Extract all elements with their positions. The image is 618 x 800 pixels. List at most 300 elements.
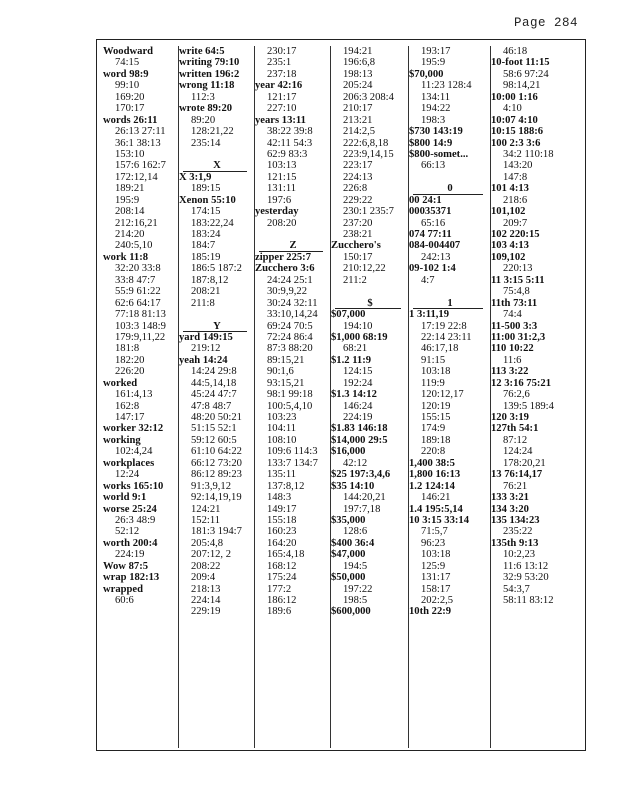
word-index-table <box>96 39 586 751</box>
index-entry-reference: 189:6 <box>267 606 292 618</box>
index-entry-reference: 195:9 <box>115 194 140 206</box>
index-entry-reference: 44:5,14,18 <box>191 377 237 389</box>
index-entry-reference: 214:2,5 <box>343 126 376 138</box>
index-entry-reference: 227:10 <box>267 103 297 115</box>
index-entry-term: 113 3:22 <box>491 366 529 378</box>
index-entry-reference: 208:14 <box>115 206 145 218</box>
index-entry-reference: 60:6 <box>115 595 134 606</box>
index-entry-reference: 230:1 235:7 <box>343 206 394 218</box>
index-entry-reference: 119:9 <box>421 377 445 389</box>
index-entry-term: working <box>103 434 141 446</box>
index-entry-term: $1.2 11:9 <box>331 354 372 366</box>
index-entry-reference: 152:11 <box>191 514 221 526</box>
index-entry-reference: 143:20 <box>503 160 533 172</box>
index-entry-reference: 11:6 <box>503 354 522 366</box>
index-entry-reference: 155:18 <box>267 514 297 526</box>
index-entry-term: $25 197:3,4,6 <box>331 469 391 481</box>
index-entry-term: words 26:11 <box>103 114 158 126</box>
index-entry-reference: 242:13 <box>421 251 451 263</box>
index-entry-reference: 184:7 <box>191 240 216 252</box>
index-entry-term: $400 36:4 <box>331 537 375 549</box>
index-entry-reference: 125:9 <box>421 560 446 572</box>
index-entry-term: written 196:2 <box>179 68 240 80</box>
index-entry-reference: 208:20 <box>267 217 297 229</box>
index-entry-reference: 124:21 <box>191 503 221 515</box>
index-entry-reference: 197:6 <box>267 194 292 206</box>
index-entry-reference: 235:1 <box>267 57 292 69</box>
index-entry-term: $14,000 29:5 <box>331 434 388 446</box>
index-column-6 <box>491 46 585 748</box>
index-entry-term: 10 3:15 33:14 <box>409 514 470 526</box>
index-entry-term: yesterday <box>255 206 299 218</box>
index-entry-reference: 108:10 <box>267 434 297 446</box>
index-entry-reference: 237:20 <box>343 217 373 229</box>
index-entry-term: 11-500 3:3 <box>491 320 538 332</box>
index-entry-term: 1 3:11,19 <box>409 309 450 321</box>
index-entry-term: world 9:1 <box>103 492 147 504</box>
index-entry-term: 10th 22:9 <box>409 606 452 618</box>
index-entry-reference: 160:23 <box>267 526 297 538</box>
index-entry-reference: 65:16 <box>421 217 446 229</box>
index-entry-term: years 13:11 <box>255 114 306 126</box>
index-entry-reference: 11:6 13:12 <box>503 560 549 572</box>
index-entry-reference: 42:11 54:3 <box>267 137 313 149</box>
index-entry-reference: 124:15 <box>343 366 373 378</box>
index-entry-reference: 209:7 <box>503 217 528 229</box>
index-entry-reference: 223:9,14,15 <box>343 148 394 160</box>
index-entry-reference: 22:14 23:11 <box>421 331 472 343</box>
index-entry-reference: 189:15 <box>191 183 221 195</box>
index-entry-reference: 175:24 <box>267 572 297 584</box>
index-entry-reference: 240:5,10 <box>115 240 153 252</box>
section-letter-header: X <box>179 160 255 171</box>
index-entry-reference: 128:6 <box>343 526 368 538</box>
index-entry-reference: 14:24 29:8 <box>191 366 237 378</box>
index-entry-reference: 72:24 86:4 <box>267 331 313 343</box>
index-entry-reference: 91:15 <box>421 354 446 366</box>
index-entry-term: 135 134:23 <box>491 514 540 526</box>
index-entry-term: $50,000 <box>331 572 366 584</box>
index-entry-reference: 224:13 <box>343 171 373 183</box>
index-entry-reference: 98:1 99:18 <box>267 389 313 401</box>
index-entry-reference: 218:6 <box>503 194 528 206</box>
index-entry-reference: 172:12,14 <box>115 171 158 183</box>
index-entry-term: 00 24:1 <box>409 194 442 206</box>
index-entry-reference: 89:15,21 <box>267 354 305 366</box>
index-entry-reference: 223:17 <box>343 160 373 172</box>
index-entry-reference: 47:8 48:7 <box>191 400 232 412</box>
index-entry-reference: 71:5,7 <box>421 526 448 538</box>
index-entry-reference: 87:12 <box>503 434 528 446</box>
index-entry-term: $730 143:19 <box>409 126 463 138</box>
index-entry-reference: 4:7 <box>421 274 435 286</box>
index-entry-term: 103 4:13 <box>491 240 529 252</box>
index-entry-term: year 42:16 <box>255 80 303 92</box>
index-entry-reference: 209:4 <box>191 572 216 584</box>
index-entry-reference: 103:3 148:9 <box>115 320 166 332</box>
index-entry-reference: 76:21 <box>503 480 528 492</box>
index-entry-term: $800-somet... <box>409 148 469 160</box>
index-entry-reference: 198:13 <box>343 68 373 80</box>
index-entry-reference: 157:6 162:7 <box>115 160 166 172</box>
index-entry-reference <box>179 309 255 320</box>
index-entry-term: 00035371 <box>409 206 452 218</box>
index-entry-reference: 103:18 <box>421 549 451 561</box>
index-entry-reference: 198:5 <box>343 595 368 606</box>
index-entry-term: workplaces <box>103 457 155 469</box>
index-entry-reference: 93:15,21 <box>267 377 305 389</box>
index-entry-term: 12 3:16 75:21 <box>491 377 552 389</box>
index-entry-reference: 181:8 <box>115 343 140 355</box>
section-letter-header: $ <box>331 298 409 309</box>
index-entry-reference: 30:24 32:11 <box>267 297 318 309</box>
index-entry-term: $07,000 <box>331 309 366 321</box>
index-entry-term: 11:00 31:2,3 <box>491 331 546 343</box>
index-column-3 <box>255 46 331 748</box>
index-entry-reference: 189:18 <box>421 434 451 446</box>
index-entry-reference: 196:6,8 <box>343 57 376 69</box>
index-entry-term: $35,000 <box>331 514 366 526</box>
index-entry-term: 10:00 1:16 <box>491 91 538 103</box>
index-entry-reference: 220:8 <box>421 446 446 458</box>
index-entry-reference: 102:4,24 <box>115 446 153 458</box>
index-column-5 <box>409 46 491 748</box>
index-entry-term: 1.2 124:14 <box>409 480 455 492</box>
index-entry-reference: 213:21 <box>343 114 373 126</box>
index-entry-term: 109,102 <box>491 251 526 263</box>
index-entry-reference: 218:13 <box>191 583 221 595</box>
index-entry-reference: 38:22 39:8 <box>267 126 313 138</box>
index-entry-reference: 112:3 <box>191 91 215 103</box>
index-entry-reference: 89:20 <box>191 114 216 126</box>
index-entry-term: word 98:9 <box>103 68 149 80</box>
index-entry-reference: 229:19 <box>191 606 221 618</box>
index-entry-reference: 134:11 <box>421 91 451 103</box>
index-entry-reference: 92:14,19,19 <box>191 492 242 504</box>
index-entry-reference: 124:24 <box>503 446 533 458</box>
section-letter-header: 0 <box>409 183 491 194</box>
index-entry-term: $600,000 <box>331 606 371 618</box>
index-entry-reference: 32:9 53:20 <box>503 572 549 584</box>
index-entry-reference: 226:20 <box>115 366 145 378</box>
index-entry-term: 101 4:13 <box>491 183 529 195</box>
index-entry-reference: 144:20,21 <box>343 492 386 504</box>
page-number: Page 284 <box>513 16 578 30</box>
index-entry-reference: 170:17 <box>115 103 145 115</box>
index-entry-reference: 51:15 52:1 <box>191 423 237 435</box>
index-entry-term: yard 149:15 <box>179 331 233 343</box>
index-entry-reference: 26:3 48:9 <box>115 514 156 526</box>
index-entry-reference: 32:20 33:8 <box>115 263 161 275</box>
index-entry-reference: 197:22 <box>343 583 373 595</box>
index-entry-reference: 224:14 <box>191 595 221 606</box>
index-entry-reference: 169:20 <box>115 91 145 103</box>
index-entry-term: 10:15 188:6 <box>491 126 544 138</box>
index-entry-term: $800 14:9 <box>409 137 453 149</box>
index-entry-reference: 192:24 <box>343 377 373 389</box>
index-entry-term: wrote 89:20 <box>179 103 233 115</box>
index-entry-reference: 98:14,21 <box>503 80 541 92</box>
index-entry-reference: 207:12, 2 <box>191 549 232 561</box>
section-letter-header: Z <box>255 240 331 251</box>
index-entry-reference: 174:9 <box>421 423 446 435</box>
index-column-4 <box>331 46 409 748</box>
index-entry-reference: 77:18 81:13 <box>115 309 166 321</box>
index-entry-term: $1.83 146:18 <box>331 423 388 435</box>
index-entry-reference: 197:7,18 <box>343 503 381 515</box>
index-entry-reference <box>409 172 491 183</box>
index-entry-reference <box>409 286 491 297</box>
index-entry-reference: 26:13 27:11 <box>115 126 166 138</box>
index-entry-reference: 11:23 128:4 <box>421 80 472 92</box>
index-entry-reference: 74:15 <box>115 57 140 69</box>
index-entry-term: 074 77:11 <box>409 229 452 240</box>
index-entry-reference: 59:12 60:5 <box>191 434 237 446</box>
index-entry-reference: 121:15 <box>267 171 297 183</box>
index-entry-reference: 220:13 <box>503 263 533 275</box>
index-entry-reference: 195:9 <box>421 57 446 69</box>
index-entry-reference: 66:12 73:20 <box>191 457 242 469</box>
index-entry-reference: 208:21 <box>191 286 221 298</box>
index-entry-reference: 104:11 <box>267 423 297 435</box>
index-entry-reference: 229:22 <box>343 194 373 206</box>
index-entry-term: Zucchero 3:6 <box>255 263 315 275</box>
index-entry-reference: 10:2,23 <box>503 549 536 561</box>
index-entry-reference: 103:13 <box>267 160 297 172</box>
section-letter-header: Y <box>179 321 255 332</box>
index-entry-reference: 128:21,22 <box>191 126 234 138</box>
index-entry-term: yeah 14:24 <box>179 354 228 366</box>
index-entry-reference: 121:17 <box>267 91 297 103</box>
index-entry-reference <box>179 149 255 160</box>
index-entry-reference: 237:18 <box>267 68 297 80</box>
index-entry-reference: 68:21 <box>343 343 368 355</box>
index-entry-reference: 12:24 <box>115 469 140 481</box>
index-entry-reference: 146:24 <box>343 400 373 412</box>
index-entry-reference: 194:21 <box>343 46 373 57</box>
index-entry-reference: 62:6 64:17 <box>115 297 161 309</box>
index-entry-reference: 155:15 <box>421 412 451 423</box>
index-entry-reference: 194:22 <box>421 103 451 115</box>
index-entry-reference: 189:21 <box>115 183 145 195</box>
index-entry-term: Wow 87:5 <box>103 560 149 572</box>
index-entry-term: 110 10:22 <box>491 343 534 355</box>
index-entry-term: 1,800 16:13 <box>409 469 461 481</box>
index-entry-reference: 150:17 <box>343 251 373 263</box>
index-entry-reference: 179:9,11,22 <box>115 331 166 343</box>
index-entry-reference: 74:4 <box>503 309 522 321</box>
index-entry-reference: 235:22 <box>503 526 533 538</box>
index-entry-term: Zucchero's <box>331 240 381 252</box>
index-entry-reference: 186:12 <box>267 595 297 606</box>
index-entry-term: 100 2:3 3:6 <box>491 137 541 149</box>
index-entry-term: Xenon 55:10 <box>179 194 236 206</box>
index-entry-reference: 34:2 110:18 <box>503 148 554 160</box>
index-entry-reference: 17:19 22:8 <box>421 320 467 332</box>
index-entry-reference: 54:3,7 <box>503 583 530 595</box>
index-entry-reference: 219:12 <box>191 343 221 355</box>
index-entry-reference: 135:11 <box>267 469 297 481</box>
index-entry-term: 101,102 <box>491 206 526 218</box>
index-entry-reference: 198:3 <box>421 114 446 126</box>
index-entry-reference: 205:4,8 <box>191 537 224 549</box>
index-entry-reference: 120:12,17 <box>421 389 464 401</box>
index-entry-reference: 186:5 187:2 <box>191 263 242 275</box>
index-entry-reference: 133:7 134:7 <box>267 457 318 469</box>
index-entry-term: worker 32:12 <box>103 423 164 435</box>
index-entry-term: 134 3:20 <box>491 503 529 515</box>
index-entry-term: 133 3:21 <box>491 492 529 504</box>
index-entry-term: $1,000 68:19 <box>331 331 388 343</box>
index-entry-reference: 69:24 70:5 <box>267 320 313 332</box>
index-entry-reference: 148:3 <box>267 492 292 504</box>
index-entry-reference: 76:2,6 <box>503 389 530 401</box>
index-entry-reference: 55:9 61:22 <box>115 286 161 298</box>
index-entry-reference: 46:17,18 <box>421 343 459 355</box>
section-letter-header: 1 <box>409 298 491 309</box>
index-entry-reference <box>255 229 331 240</box>
index-entry-reference: 165:4,18 <box>267 549 305 561</box>
index-entry-reference: 100:5,4,10 <box>267 400 313 412</box>
index-entry-reference: 99:10 <box>115 80 140 92</box>
index-entry-reference: 212:16,21 <box>115 217 158 229</box>
index-column-1 <box>103 46 179 748</box>
index-entry-reference: 185:19 <box>191 251 221 263</box>
index-entry-reference: 226:8 <box>343 183 368 195</box>
index-entry-reference: 109:6 114:3 <box>267 446 318 458</box>
index-entry-reference: 4:10 <box>503 103 522 115</box>
index-entry-reference: 161:4,13 <box>115 389 153 401</box>
index-entry-reference: 194:10 <box>343 320 373 332</box>
index-entry-term: 120 3:19 <box>491 412 529 423</box>
index-entry-reference: 45:24 47:7 <box>191 389 237 401</box>
index-entry-term: $16,000 <box>331 446 366 458</box>
index-entry-reference: 75:4,8 <box>503 286 530 298</box>
index-entry-reference: 52:12 <box>115 526 140 538</box>
index-entry-term: work 11:8 <box>103 251 149 263</box>
index-entry-reference: 182:20 <box>115 354 145 366</box>
index-entry-reference: 46:18 <box>503 46 528 57</box>
index-entry-reference: 230:17 <box>267 46 297 57</box>
index-entry-reference: 42:12 <box>343 457 368 469</box>
index-entry-term: $47,000 <box>331 549 366 561</box>
index-entry-reference: 36:1 38:13 <box>115 137 161 149</box>
index-entry-term: 1.4 195:5,14 <box>409 503 463 515</box>
index-entry-reference: 178:20,21 <box>503 457 546 469</box>
index-entry-reference: 90:1,6 <box>267 366 294 378</box>
index-entry-term: $35 14:10 <box>331 480 375 492</box>
index-entry-term: Woodward <box>103 46 154 57</box>
index-entry-reference: 137:8,12 <box>267 480 305 492</box>
index-column-2 <box>179 46 255 748</box>
index-entry-reference: 147:8 <box>503 171 528 183</box>
index-entry-reference: 86:12 89:23 <box>191 469 242 481</box>
index-entry-reference: 87:3 88:20 <box>267 343 313 355</box>
index-entry-reference: 58:11 83:12 <box>503 595 554 606</box>
index-entry-reference: 174:15 <box>191 206 221 218</box>
index-entry-reference: 33:8 47:7 <box>115 274 156 286</box>
index-entry-reference: 177:2 <box>267 583 292 595</box>
index-entry-reference: 30:9,9,22 <box>267 286 308 298</box>
index-entry-term: writing 79:10 <box>179 57 240 69</box>
index-entry-reference: 153:10 <box>115 148 145 160</box>
index-entry-term: $70,000 <box>409 68 444 80</box>
index-entry-term: X 3:1,9 <box>179 171 212 183</box>
index-entry-reference: 181:3 194:7 <box>191 526 242 538</box>
index-entry-reference: 208:22 <box>191 560 221 572</box>
index-entry-term: 102 220:15 <box>491 229 540 240</box>
index-entry-term: worse 25:24 <box>103 503 157 515</box>
index-entry-reference: 211:2 <box>343 274 367 286</box>
index-entry-reference: 210:12,22 <box>343 263 386 275</box>
index-entry-term: $1.3 14:12 <box>331 389 377 401</box>
index-entry-reference: 24:24 25:1 <box>267 274 313 286</box>
index-entry-reference: 168:12 <box>267 560 297 572</box>
index-entry-reference: 224:19 <box>343 412 373 423</box>
index-entry-reference: 103:18 <box>421 366 451 378</box>
index-entry-reference: 224:19 <box>115 549 145 561</box>
index-entry-term: 084-004407 <box>409 240 461 252</box>
index-entry-term: 135th 9:13 <box>491 537 539 549</box>
index-entry-reference: 146:21 <box>421 492 451 504</box>
index-entry-reference <box>331 286 409 297</box>
index-entry-reference: 61:10 64:22 <box>191 446 242 458</box>
index-entry-reference: 202:2,5 <box>421 595 454 606</box>
index-entry-reference: 62:9 83:3 <box>267 148 308 160</box>
index-entry-reference: 131:11 <box>267 183 297 195</box>
index-entry-term: zipper 225:7 <box>255 251 312 263</box>
index-entry-reference: 222:6,8,18 <box>343 137 389 149</box>
index-entry-term: wrapped <box>103 583 144 595</box>
index-entry-reference: 91:3,9,12 <box>191 480 232 492</box>
index-entry-reference: 120:19 <box>421 400 451 412</box>
index-entry-term: 11 3:15 5:11 <box>491 274 545 286</box>
index-entry-reference: 66:13 <box>421 160 446 172</box>
index-entry-term: 11th 73:11 <box>491 297 538 309</box>
index-entry-term: works 165:10 <box>103 480 164 492</box>
index-entry-reference: 139:5 189:4 <box>503 400 554 412</box>
index-entry-term: worth 200:4 <box>103 537 158 549</box>
index-entry-reference: 149:17 <box>267 503 297 515</box>
index-entry-reference: 194:5 <box>343 560 368 572</box>
index-entry-term: 1,400 38:5 <box>409 457 455 469</box>
index-entry-term: 13 76:14,17 <box>491 469 543 481</box>
index-entry-reference: 210:17 <box>343 103 373 115</box>
index-entry-term: 10-foot 11:15 <box>491 57 550 69</box>
index-entry-reference: 193:17 <box>421 46 451 57</box>
index-entry-reference: 183:22,24 <box>191 217 234 229</box>
index-entry-reference: 183:24 <box>191 229 221 240</box>
index-entry-term: 10:07 4:10 <box>491 114 538 126</box>
index-entry-reference: 187:8,12 <box>191 274 229 286</box>
index-entry-reference: 164:20 <box>267 537 297 549</box>
index-entry-reference: 33:10,14,24 <box>267 309 318 321</box>
index-entry-reference: 238:21 <box>343 229 373 240</box>
index-entry-term: wrap 182:13 <box>103 572 160 584</box>
index-entry-reference: 96:23 <box>421 537 446 549</box>
index-entry-term: worked <box>103 377 138 389</box>
index-entry-reference: 48:20 50:21 <box>191 412 242 423</box>
index-entry-reference: 235:14 <box>191 137 221 149</box>
index-entry-reference: 103:23 <box>267 412 297 423</box>
index-entry-reference: 214:20 <box>115 229 145 240</box>
index-entry-term: 127th 54:1 <box>491 423 539 435</box>
index-entry-term: wrong 11:18 <box>179 80 235 92</box>
index-entry-reference: 162:8 <box>115 400 140 412</box>
index-entry-reference: 131:17 <box>421 572 451 584</box>
index-entry-reference: 206:3 208:4 <box>343 91 394 103</box>
index-entry-term: 09-102 1:4 <box>409 263 456 275</box>
